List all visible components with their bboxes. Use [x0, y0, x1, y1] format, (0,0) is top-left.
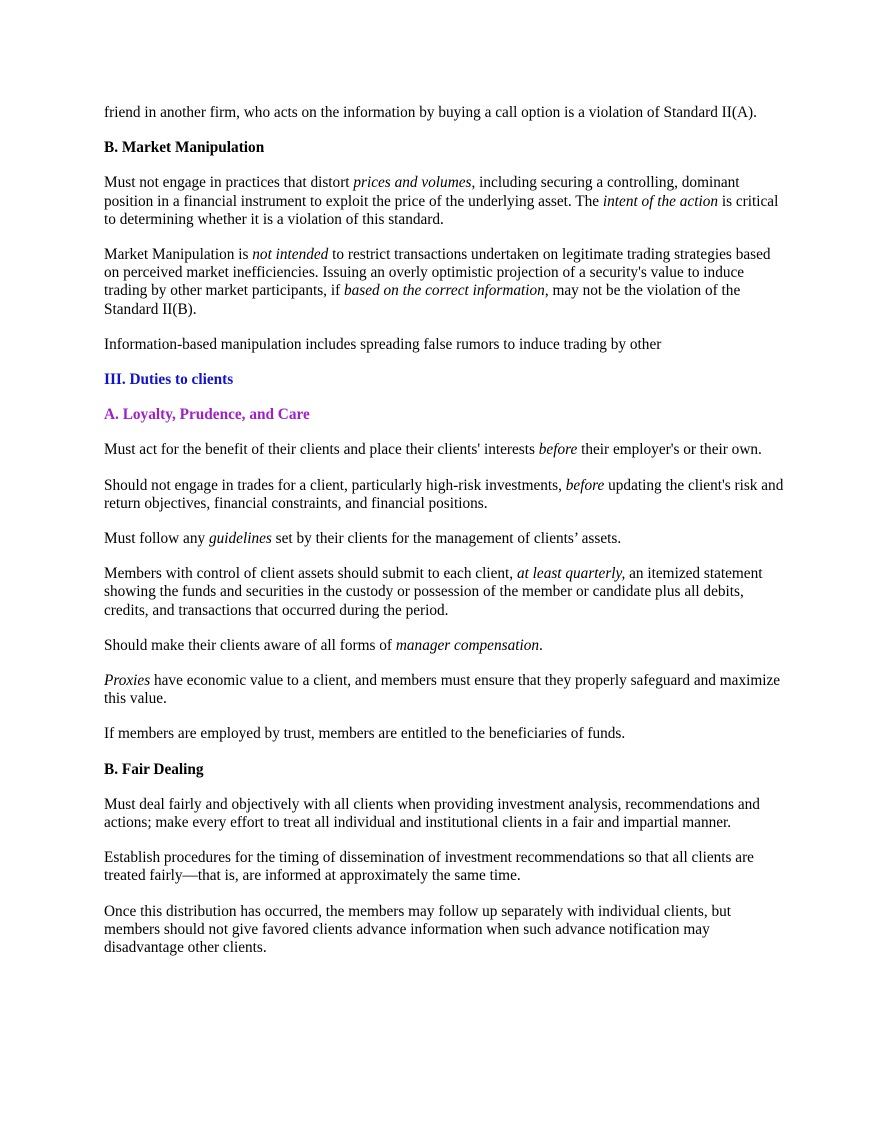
loyalty-paragraph-3 [104, 530, 784, 548]
loyalty-paragraph-7: If members are employed by trust, members are entitled to the beneficiaries of funds. [104, 725, 626, 743]
text-span: , may not be the violation of the Standard II(B). [104, 282, 741, 318]
loyalty-paragraph-4 [104, 565, 784, 620]
text-span: their employer's or their own. [577, 441, 762, 459]
text-span: . [539, 636, 543, 654]
emphasis-text: not intended [252, 246, 329, 264]
emphasis-text: manager compensation [395, 636, 540, 654]
intro-paragraph: friend in another firm, who acts on the information by buying a call option is a violation of Standard II(A). [104, 104, 757, 121]
emphasis-text: prices and volumes [353, 174, 472, 192]
market-manipulation-paragraph-1 [104, 174, 784, 229]
fair-dealing-paragraph-1: Must deal fairly and objectively with all clients when providing investment analysis, recommendations and actions; make every effort to treat all individual and institutional clients in a fair and impartial manner. [104, 795, 760, 832]
market-manipulation-paragraph-3: Information-based manipulation includes spreading false rumors to induce trading by other [104, 335, 662, 353]
fair-dealing-paragraph-2: Establish procedures for the timing of dissemination of investment recommendations so that all clients are treated fairly—that is, are informed at approximately the same time. [104, 849, 754, 885]
loyalty-paragraph-5 [104, 637, 784, 655]
text-span: Must act for the benefit of their clients and place their clients' interests [104, 441, 539, 459]
text-span: Should make their clients aware of all forms of [104, 636, 396, 654]
loyalty-paragraph-2 [104, 477, 784, 513]
text-span: have economic value to a client, and members must ensure that they properly safeguard and maximize this value. [104, 672, 781, 708]
text-span: an itemized statement showing the funds and securities in the custody or possession of the member or candidate plus all debits, credits, and transactions that occurred during the period. [104, 565, 763, 619]
emphasis-text: before [565, 476, 605, 494]
emphasis-text: before [538, 441, 578, 459]
document-page [104, 104, 784, 974]
duties-to-clients-heading: III. Duties to clients [104, 371, 234, 389]
loyalty-paragraph-1 [104, 441, 784, 459]
loyalty-paragraph-6 [104, 672, 784, 708]
text-span: Should not engage in trades for a client, particularly high-risk investments, [104, 476, 566, 494]
text-span: Must follow any [104, 530, 209, 548]
emphasis-text: at least quarterly, [516, 565, 626, 583]
text-span: updating the client's risk and return objectives, financial constraints, and financial positions. [104, 476, 784, 512]
text-span: , including securing a controlling, dominant position in a financial instrument to exploit the price of the underlying asset. The [104, 174, 740, 210]
text-span: set by their clients for the management of clients’ assets. [271, 530, 622, 548]
fair-dealing-heading: B. Fair Dealing [104, 760, 204, 778]
text-span: Must not engage in practices that distort [104, 174, 354, 192]
market-manipulation-paragraph-2 [104, 246, 784, 319]
text-span: to restrict transactions undertaken on legitimate trading strategies based on perceived market inefficiencies. Issuing an overly optimistic projection of a security's value to induce trading by other market participants, if [104, 246, 771, 300]
text-span: Members with control of client assets should submit to each client, [104, 565, 517, 583]
text-span: is critical to determining whether it is a violation of this standard. [104, 192, 779, 228]
emphasis-text: Proxies [104, 672, 151, 690]
emphasis-text: based on the correct information [344, 282, 545, 300]
emphasis-text: intent of the action [602, 192, 719, 210]
emphasis-text: guidelines [208, 530, 272, 548]
market-manipulation-heading: B. Market Manipulation [104, 139, 265, 157]
text-span: Market Manipulation is [104, 246, 253, 264]
fair-dealing-paragraph-3: Once this distribution has occurred, the members may follow up separately with individual clients, but members should not give favored clients advance information when such advance notification may disadvantage other clients. [104, 902, 732, 957]
loyalty-heading: A. Loyalty, Prudence, and Care [104, 406, 310, 424]
